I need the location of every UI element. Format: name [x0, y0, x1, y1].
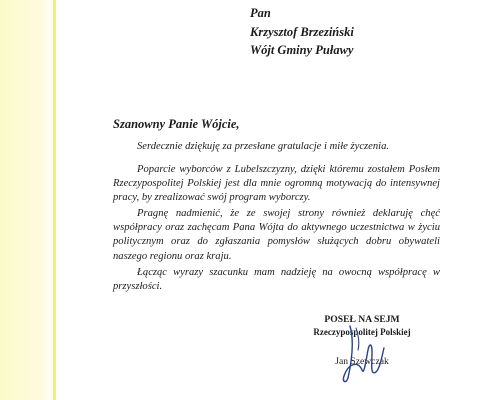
signature-stroke-2 [356, 328, 359, 350]
signature-subtitle: Rzeczypospolitej Polskiej [313, 327, 411, 337]
paragraph-support: Poparcie wyborców z Lubelszczyzny, dzięki któremu zostałem Posłem Rzeczypospolitej Polskiej jest dla mnie ogromną motywacją do intensywnej pracy, by zrealizować swój program wyborczy. [113, 164, 440, 204]
paragraph-cooperation: Pragnę nadmienić, że ze swojej strony również deklaruję chęć współpracy oraz zachęcam Pana Wójta do aktywnego uczestnictwa w życiu politycznym oraz do zgłaszania pomysłów służących dobru obywateli naszego regionu oraz kraju. [113, 208, 440, 262]
addressee-line-2: Krzysztof Brzeziński [250, 24, 354, 39]
paragraph-closing: Łącząc wyrazy szacunku mam nadzieję na owocną współpracę w przyszłości. [113, 267, 440, 293]
salutation: Szanowny Panie Wójcie, [113, 117, 240, 131]
addressee-line-3: Wójt Gminy Puławy [250, 43, 354, 57]
paragraph-thanks: Serdecznie dziękuję za przesłane gratulacje i miłe życzenia. [137, 141, 390, 152]
signature-title: POSEŁ NA SEJM [324, 314, 400, 325]
left-margin-stripe [0, 0, 56, 400]
signature-name: Jan Szewczak [335, 356, 389, 367]
left-margin-edge [53, 0, 56, 400]
handwritten-signature-icon [336, 320, 396, 390]
addressee-line-1: Pan [250, 6, 271, 20]
addressee-block [250, 4, 354, 60]
signature-stroke [343, 326, 384, 382]
